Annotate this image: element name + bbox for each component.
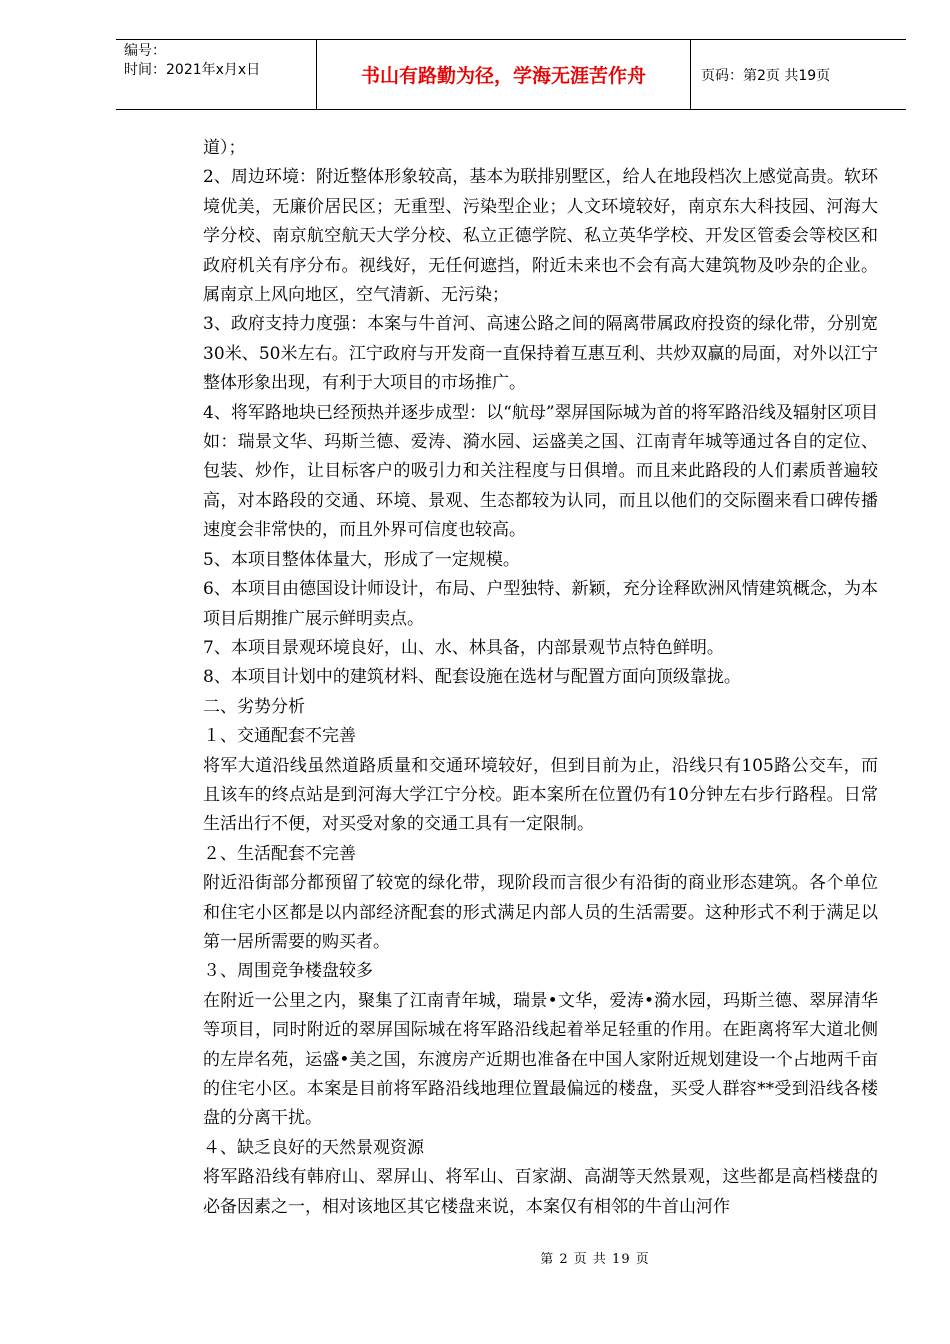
subsection-heading: １、交通配套不完善 [203,726,356,747]
paragraph: 2、周边环境：附近整体形象较高，基本为联排别墅区，给人在地段档次上感觉高贵。软环境优美，无廉价居民区；无重型、污染型企业；人文环境较好，南京东大科技园、河海大学分校、南京航空航天大学分校、私立正德学院、私立英华学校、开发区管委会等校区和政府机关有序分布。视线好，无任何遮挡，附近未来也不会有高大建筑物及吵杂的企业。属南京上风向地区，空气清新、无污染； [203,167,878,306]
paragraph: 4、将军路地块已经预热并逐步成型：以“航母”翠屏国际城为首的将军路沿线及辐射区项目如：瑞景文华、玛斯兰德、爱涛、漪水园、运盛美之国、江南青年城等通过各自的定位、包装、炒作，让目标客户的吸引力和关注程度与日俱增。而且来此路段的人们素质普遍较高，对本路段的交通、环境、景观、生态都较为认同，而且以他们的交际圈来看口碑传播速度会非常快的，而且外界可信度也较高。 [203,402,878,541]
header-page-info: 页码：第2页 共19页 [701,67,831,84]
document-number-label: 编号： [124,43,166,59]
paragraph: 附近沿街部分都预留了较宽的绿化带，现阶段而言很少有沿街的商业形态建筑。各个单位和住宅小区都是以内部经济配套的形式满足内部人员的生活需要。这种形式不利于满足以第一居所需要的购买者。 [203,873,878,952]
footer-page-number: 第 2 页 共 19 页 [540,1252,650,1267]
subsection-heading: ２、生活配套不完善 [203,843,356,864]
header-motto: 书山有路勤为径，学海无涯苦作舟 [316,40,691,109]
paragraph: 道）； [203,138,246,158]
document-header [116,39,906,110]
paragraph: 将军路沿线有韩府山、翠屏山、将军山、百家湖、高湖等天然景观，这些都是高档楼盘的必备因素之一，相对该地区其它楼盘来说，本案仅有相邻的牛首山河作 [203,1167,878,1217]
paragraph: 8、本项目计划中的建筑材料、配套设施在选材与配置方面向顶级靠拢。 [203,667,741,688]
subsection-heading: ４、缺乏良好的天然景观资源 [203,1137,424,1158]
page-footer [0,1248,950,1267]
paragraph: 在附近一公里之内，聚集了江南青年城，瑞景•文华，爱涛•漪水园，玛斯兰德、翠屏清华等项目，同时附近的翠屏国际城在将军路沿线起着举足轻重的作用。在距离将军大道北侧的左岸名苑，运盛•美之国，东渡房产近期也准备在中国人家附近规划建设一个占地两千亩的住宅小区。本案是目前将军路沿线地理位置最偏远的楼盘，买受人群容**受到沿线各楼盘的分离干扰。 [203,990,878,1129]
paragraph: 3、政府支持力度强：本案与牛首河、高速公路之间的隔离带属政府投资的绿化带，分别宽30米、50米左右。江宁政府与开发商一直保持着互惠互利、共炒双赢的局面，对外以江宁整体形象出现，有利于大项目的市场推广。 [203,314,878,394]
paragraph: 7、本项目景观环境良好，山、水、林具备，内部景观节点特色鲜明。 [203,637,724,658]
document-time-label: 时间：2021年x月x日 [124,62,261,78]
section-heading: 二、劣势分析 [203,696,305,717]
document-body [203,134,878,1222]
paragraph: 5、本项目整体体量大，形成了一定规模。 [203,549,520,570]
header-meta [116,40,316,109]
paragraph: 将军大道沿线虽然道路质量和交通环境较好，但到目前为止，沿线只有105路公交车，而且该车的终点站是到河海大学江宁分校。距本案所在位置仍有10分钟左右步行路程。日常生活出行不便，对买受对象的交通工具有一定限制。 [203,755,878,835]
subsection-heading: ３、周围竞争楼盘较多 [203,961,373,982]
paragraph: 6、本项目由德国设计师设计，布局、户型独特、新颖，充分诠释欧洲风情建筑概念，为本项目后期推广展示鲜明卖点。 [203,579,878,629]
